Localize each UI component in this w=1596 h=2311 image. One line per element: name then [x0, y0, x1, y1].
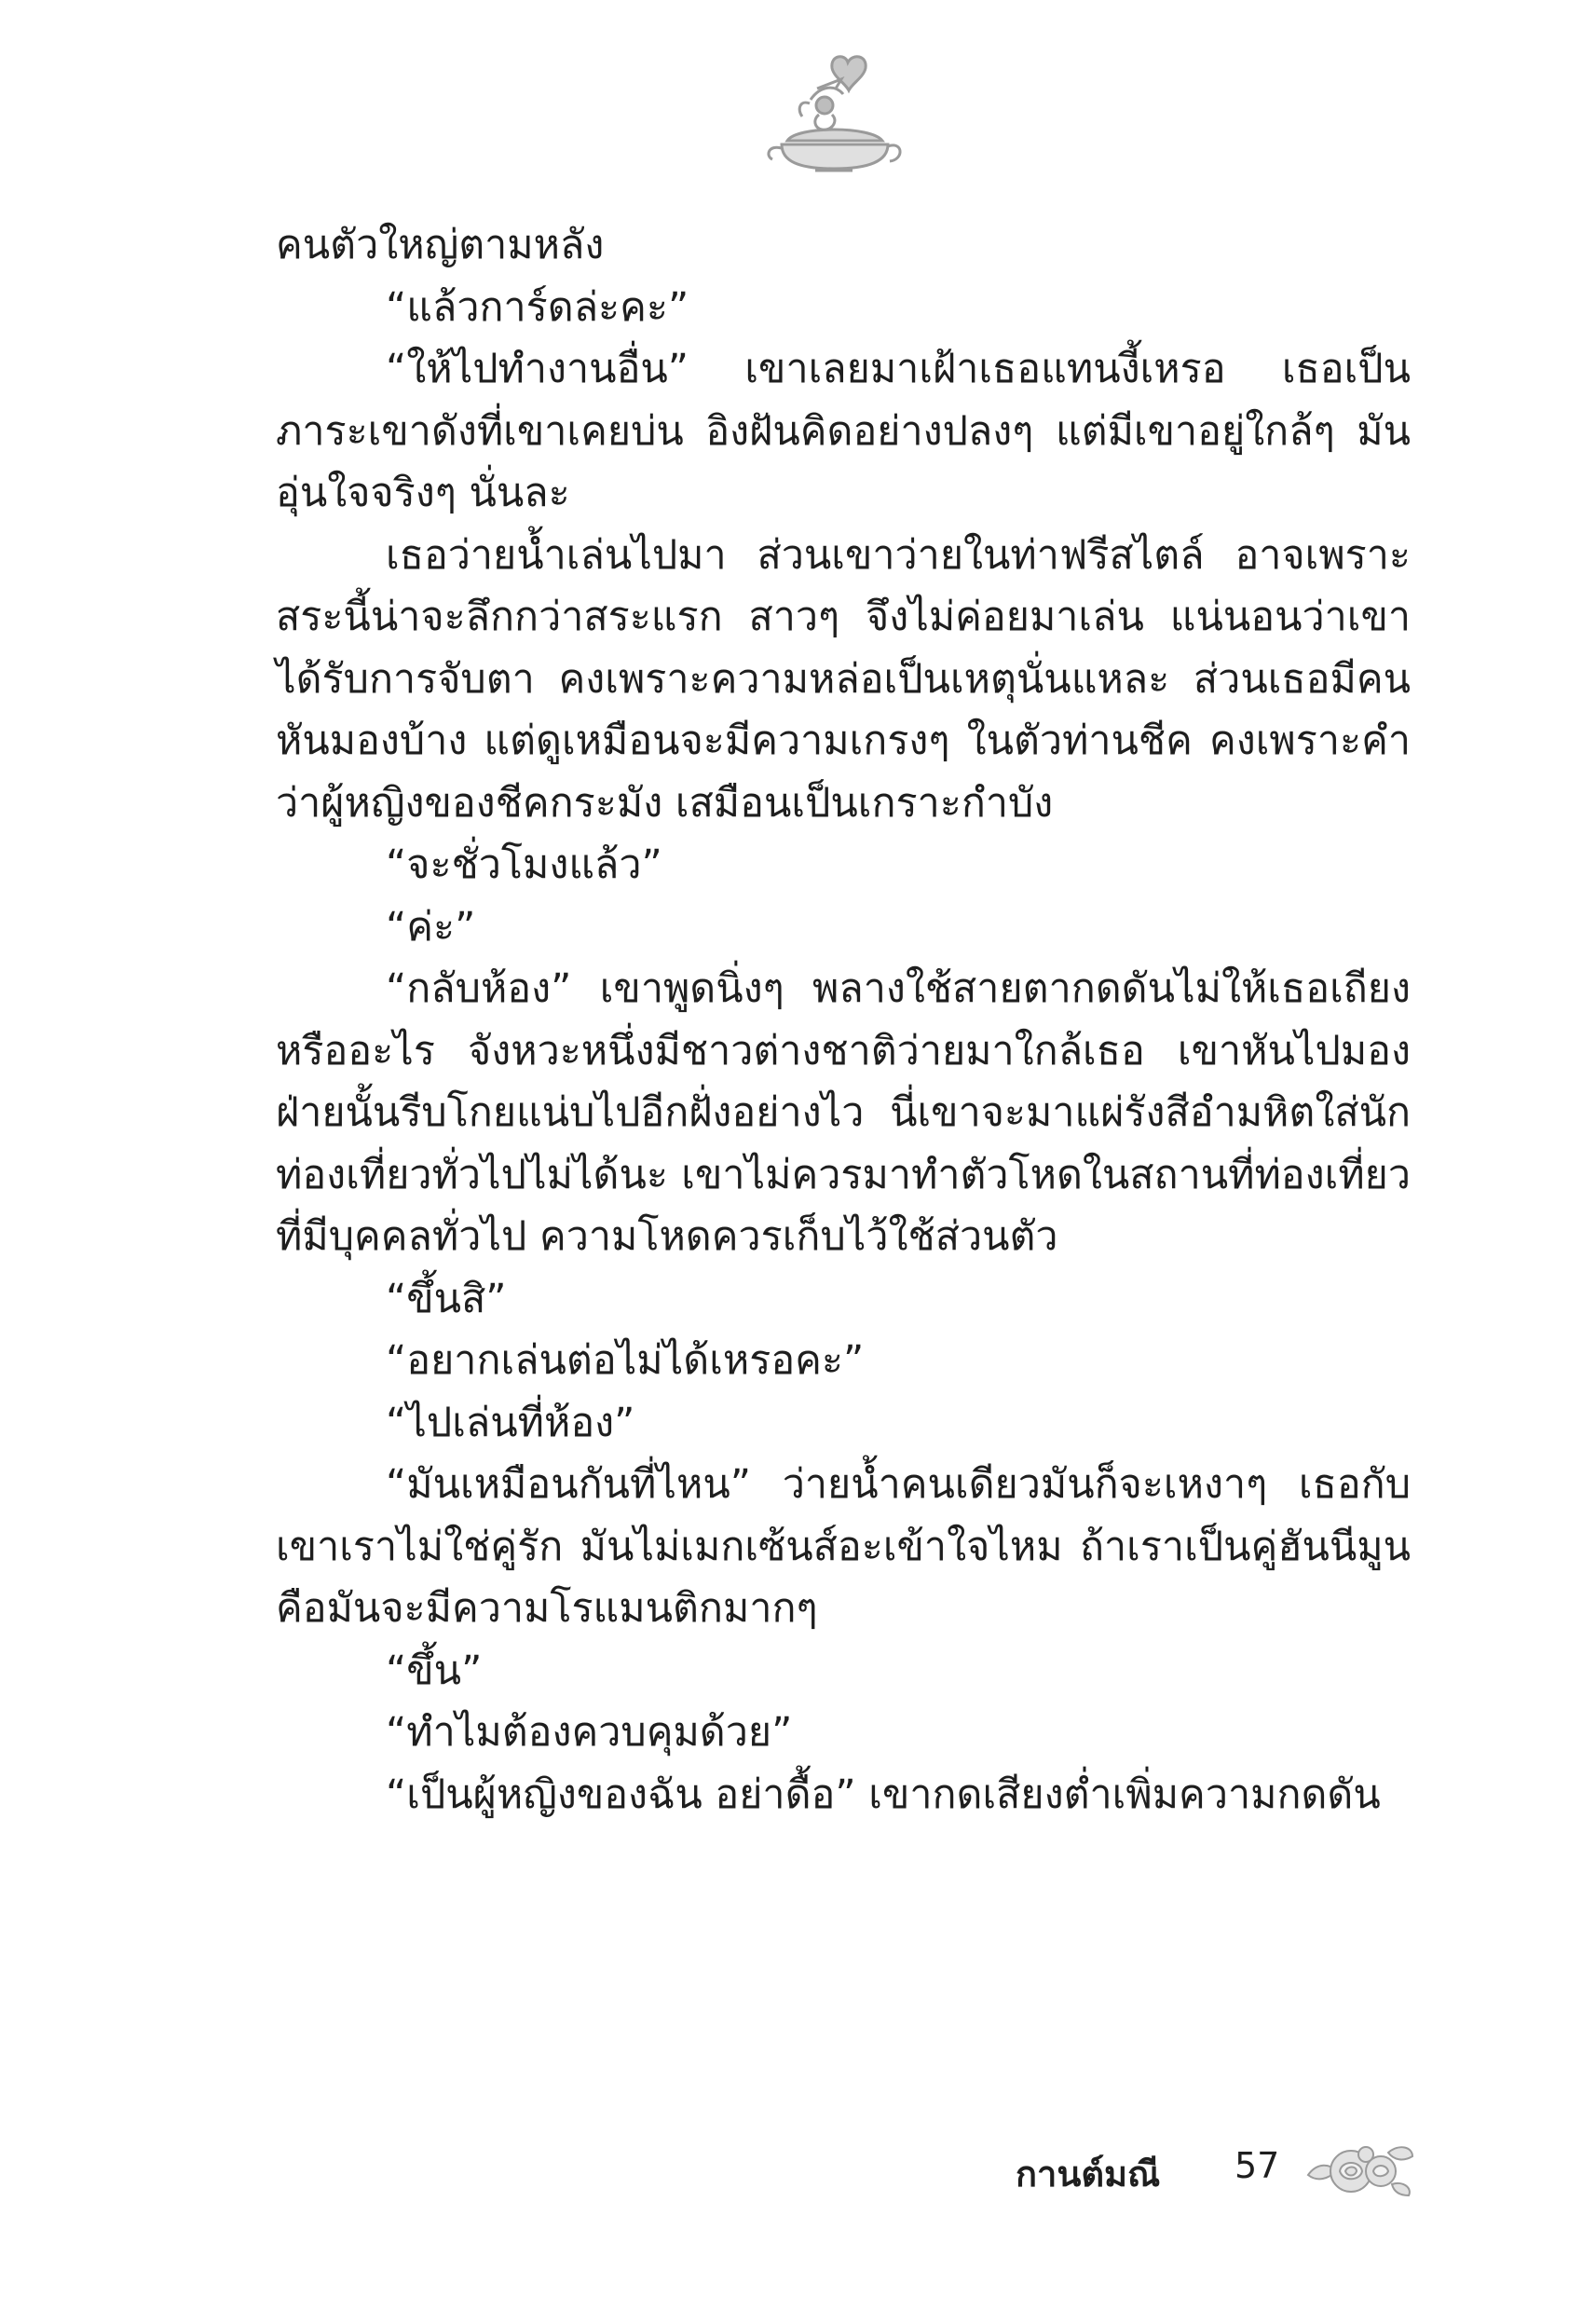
paragraph-8: “ขึ้นสิ”	[386, 1275, 507, 1322]
paragraph-9: “อยากเล่นต่อไม่ได้เหรอคะ”	[386, 1337, 865, 1384]
paragraph-4: เธอว่ายน้ำเล่นไปมา ส่วนเขาว่ายในท่าฟรีสไตล์ อาจเพราะสระนี้น่าจะลึกกว่าสระแรก สาวๆ จึงไม่ค่อยมาเล่น แน่นอนว่าเขาได้รับการจับตา คงเพราะความหล่อเป็นเหตุนั่นแหละ ส่วนเธอมีคนหันมองบ้าง แต่ดูเหมือนจะมีความเกรงๆ ในตัวท่านชีค คงเพราะคำว่าผู้หญิงของชีคกระมัง เสมือนเป็นเกราะกำบัง	[276, 531, 1411, 827]
paragraph-7: “กลับห้อง” เขาพูดนิ่งๆ พลางใช้สายตากดดันไม่ให้เธอเถียงหรืออะไร จังหวะหนึ่งมีชาวต่างชาติว่ายมาใกล้เธอ เขาหันไปมองฝ่ายนั้นรีบโกยแน่บไปอีกฝั่งอย่างไว นี่เขาจะมาแผ่รังสีอำมหิตใส่นักท่องเที่ยวทั่วไปไม่ได้นะ เขาไม่ควรมาทำตัวโหดในสถานที่ท่องเที่ยวที่มีบุคคลทั่วไป ความโหดควรเก็บไว้ใช้ส่วนตัว	[276, 965, 1411, 1260]
body-text	[276, 214, 1411, 1826]
paragraph-14: “เป็นผู้หญิงของฉัน อย่าดื้อ” เขากดเสียงต่ำเพิ่มความกดดัน	[386, 1771, 1381, 1818]
paragraph-6: “ค่ะ”	[386, 903, 476, 950]
paragraph-12: “ขึ้น”	[386, 1647, 483, 1694]
paragraph-1: คนตัวใหญ่ตามหลัง	[276, 222, 605, 268]
rose-ornament-icon	[1303, 2134, 1416, 2201]
cupid-teapot-ornament-icon	[759, 51, 908, 177]
paragraph-2: “แล้วการ์ดล่ะคะ”	[386, 283, 689, 331]
book-title: กานต์มณี	[1016, 2154, 1161, 2195]
paragraph-3: “ให้ไปทำงานอื่น” เขาเลยมาเฝ้าเธอแทนงี้เหรอ เธอเป็นภาระเขาดังที่เขาเคยบ่น อิงฝันคิดอย่างปลงๆ แต่มีเขาอยู่ใกล้ๆ มันอุ่นใจจริงๆ นั่นละ	[276, 346, 1411, 516]
paragraph-13: “ทำไมต้องควบคุมด้วย”	[386, 1709, 793, 1756]
paragraph-11: “มันเหมือนกันที่ไหน” ว่ายน้ำคนเดียวมันก็จะเหงาๆ เธอกับเขาเราไม่ใช่คู่รัก มันไม่เมกเซ้นส์อะเข้าใจไหม ถ้าเราเป็นคู่ฮันนีมูนคือมันจะมีความโรแมนติกมากๆ	[276, 1461, 1411, 1632]
paragraph-5: “จะชั่วโมงแล้ว”	[386, 841, 662, 888]
page-footer	[0, 2134, 1596, 2208]
paragraph-10: “ไปเล่นที่ห้อง”	[386, 1399, 635, 1446]
page-number: 57	[1235, 2145, 1280, 2186]
